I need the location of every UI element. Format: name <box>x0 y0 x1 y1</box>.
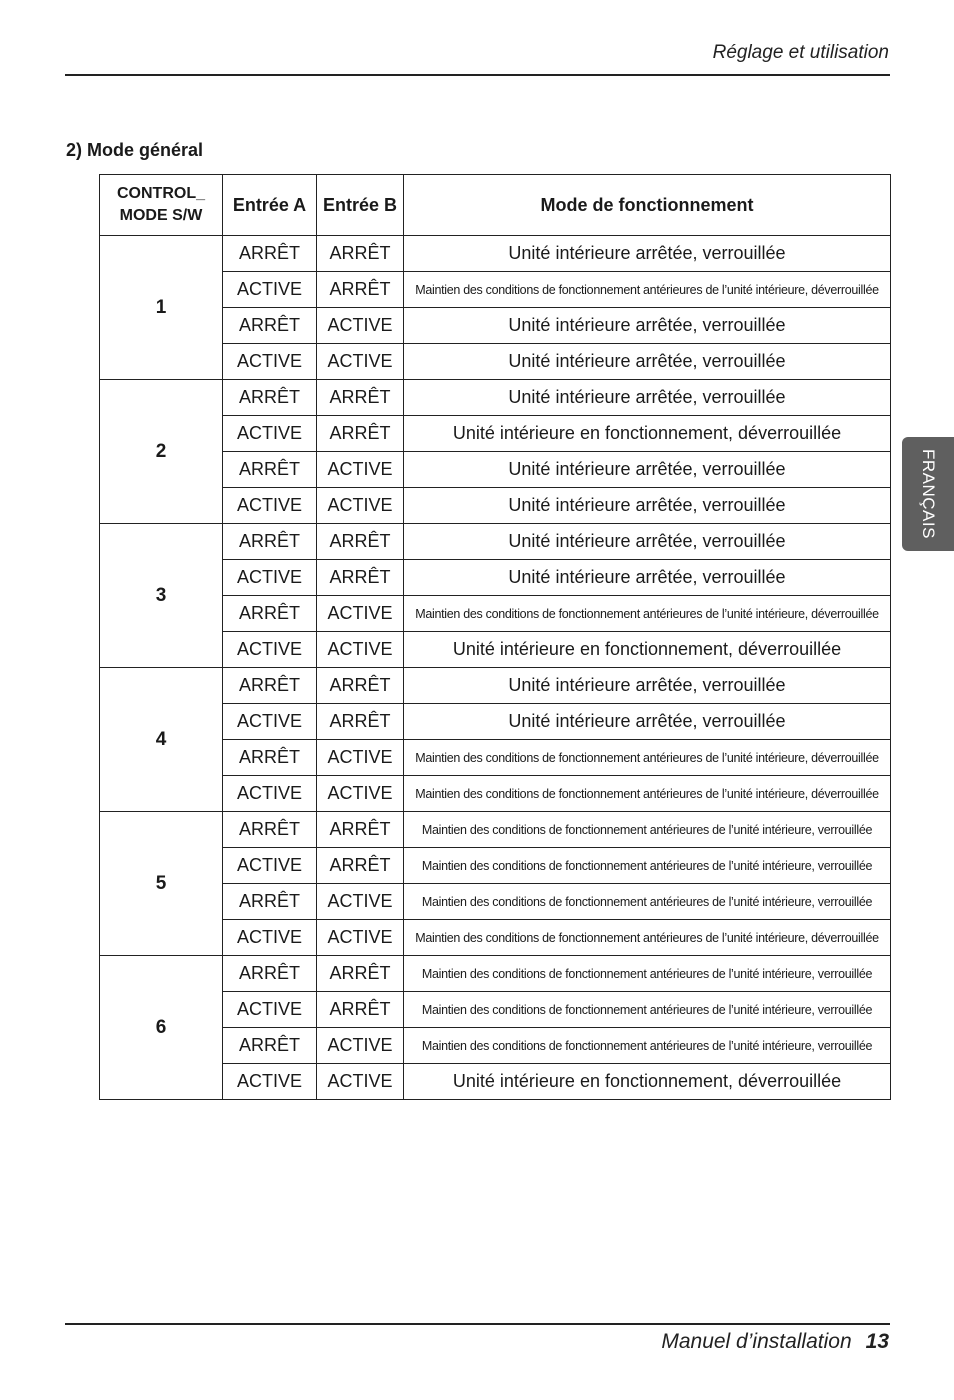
mode-number-cell: 4 <box>100 668 223 812</box>
operation-description-cell: Unité intérieure en fonctionnement, déverrouillée <box>404 1064 891 1100</box>
input-a-cell: ACTIVE <box>223 776 317 812</box>
table-row <box>100 956 891 992</box>
input-b-cell: ARRÊT <box>317 812 404 848</box>
operation-description-cell: Unité intérieure arrêtée, verrouillée <box>404 524 891 560</box>
input-a-cell: ARRÊT <box>223 956 317 992</box>
input-b-cell: ACTIVE <box>317 488 404 524</box>
input-a-cell: ARRÊT <box>223 524 317 560</box>
input-a-cell: ACTIVE <box>223 704 317 740</box>
mode-number-cell: 2 <box>100 380 223 524</box>
input-b-cell: ARRÊT <box>317 704 404 740</box>
input-b-cell: ACTIVE <box>317 1028 404 1064</box>
input-a-cell: ACTIVE <box>223 344 317 380</box>
input-a-cell: ARRÊT <box>223 596 317 632</box>
input-b-cell: ARRÊT <box>317 956 404 992</box>
language-tab <box>902 437 954 551</box>
input-b-cell: ACTIVE <box>317 740 404 776</box>
header-control-line2: MODE S/W <box>119 207 203 224</box>
input-a-cell: ACTIVE <box>223 992 317 1028</box>
input-a-cell: ARRÊT <box>223 812 317 848</box>
input-a-cell: ACTIVE <box>223 1064 317 1100</box>
input-b-cell: ARRÊT <box>317 560 404 596</box>
input-a-cell: ACTIVE <box>223 560 317 596</box>
table-row <box>100 236 891 272</box>
input-b-cell: ARRÊT <box>317 236 404 272</box>
input-b-cell: ACTIVE <box>317 884 404 920</box>
operation-description-cell: Unité intérieure arrêtée, verrouillée <box>404 488 891 524</box>
input-a-cell: ARRÊT <box>223 740 317 776</box>
mode-number-cell: 3 <box>100 524 223 668</box>
operation-description-cell: Unité intérieure arrêtée, verrouillée <box>404 704 891 740</box>
input-b-cell: ARRÊT <box>317 524 404 560</box>
footer-rule <box>65 1323 890 1325</box>
table-row <box>100 524 891 560</box>
mode-number-cell: 6 <box>100 956 223 1100</box>
operation-description-cell: Maintien des conditions de fonctionnement antérieures de l’unité intérieure, déverrouillée <box>404 776 891 812</box>
operation-description-cell: Maintien des conditions de fonctionnement antérieures de l’unité intérieure, verrouillée <box>404 812 891 848</box>
input-a-cell: ACTIVE <box>223 632 317 668</box>
input-a-cell: ACTIVE <box>223 272 317 308</box>
table-row <box>100 812 891 848</box>
page-number: 13 <box>865 1330 889 1353</box>
operation-description-cell: Unité intérieure en fonctionnement, déverrouillée <box>404 632 891 668</box>
footer-title: Manuel d’installation <box>661 1330 852 1353</box>
table-header-row <box>100 175 891 236</box>
header-input-b: Entrée B <box>317 175 404 236</box>
input-b-cell: ACTIVE <box>317 1064 404 1100</box>
input-b-cell: ACTIVE <box>317 632 404 668</box>
header-rule <box>65 74 890 76</box>
header-operation-mode: Mode de fonctionnement <box>404 175 891 236</box>
table-row <box>100 668 891 704</box>
header-control-mode <box>100 175 223 236</box>
operation-description-cell: Unité intérieure arrêtée, verrouillée <box>404 668 891 704</box>
operation-description-cell: Maintien des conditions de fonctionnement antérieures de l’unité intérieure, verrouillée <box>404 1028 891 1064</box>
input-a-cell: ARRÊT <box>223 1028 317 1064</box>
operation-description-cell: Maintien des conditions de fonctionnement antérieures de l’unité intérieure, verrouillée <box>404 884 891 920</box>
operation-description-cell: Unité intérieure arrêtée, verrouillée <box>404 344 891 380</box>
input-a-cell: ARRÊT <box>223 380 317 416</box>
input-b-cell: ARRÊT <box>317 380 404 416</box>
operation-description-cell: Unité intérieure arrêtée, verrouillée <box>404 236 891 272</box>
operation-description-cell: Maintien des conditions de fonctionnement antérieures de l’unité intérieure, verrouillée <box>404 992 891 1028</box>
input-b-cell: ACTIVE <box>317 920 404 956</box>
input-b-cell: ARRÊT <box>317 992 404 1028</box>
mode-number-cell: 5 <box>100 812 223 956</box>
operation-description-cell: Unité intérieure arrêtée, verrouillée <box>404 452 891 488</box>
mode-table <box>99 174 891 1100</box>
operation-description-cell: Unité intérieure arrêtée, verrouillée <box>404 308 891 344</box>
input-b-cell: ARRÊT <box>317 272 404 308</box>
input-b-cell: ACTIVE <box>317 596 404 632</box>
mode-number-cell: 1 <box>100 236 223 380</box>
footer <box>661 1330 889 1354</box>
input-b-cell: ARRÊT <box>317 416 404 452</box>
input-a-cell: ARRÊT <box>223 236 317 272</box>
table-row <box>100 380 891 416</box>
header-input-a: Entrée A <box>223 175 317 236</box>
input-a-cell: ARRÊT <box>223 884 317 920</box>
operation-description-cell: Maintien des conditions de fonctionnement antérieures de l’unité intérieure, verrouillée <box>404 848 891 884</box>
operation-description-cell: Unité intérieure arrêtée, verrouillée <box>404 380 891 416</box>
operation-description-cell: Unité intérieure en fonctionnement, déverrouillée <box>404 416 891 452</box>
input-a-cell: ACTIVE <box>223 488 317 524</box>
header-control-line1: CONTROL_ <box>117 185 205 202</box>
running-header: Réglage et utilisation <box>712 42 889 63</box>
operation-description-cell: Unité intérieure arrêtée, verrouillée <box>404 560 891 596</box>
operation-description-cell: Maintien des conditions de fonctionnement antérieures de l’unité intérieure, déverrouillée <box>404 920 891 956</box>
operation-description-cell: Maintien des conditions de fonctionnement antérieures de l’unité intérieure, verrouillée <box>404 956 891 992</box>
input-b-cell: ACTIVE <box>317 308 404 344</box>
table-body <box>100 236 891 1100</box>
operation-description-cell: Maintien des conditions de fonctionnement antérieures de l’unité intérieure, déverrouillée <box>404 740 891 776</box>
input-a-cell: ARRÊT <box>223 668 317 704</box>
input-b-cell: ARRÊT <box>317 668 404 704</box>
operation-description-cell: Maintien des conditions de fonctionnement antérieures de l’unité intérieure, déverrouillée <box>404 596 891 632</box>
input-a-cell: ACTIVE <box>223 848 317 884</box>
operation-description-cell: Maintien des conditions de fonctionnement antérieures de l’unité intérieure, déverrouillée <box>404 272 891 308</box>
input-b-cell: ACTIVE <box>317 344 404 380</box>
input-a-cell: ARRÊT <box>223 452 317 488</box>
input-a-cell: ACTIVE <box>223 920 317 956</box>
input-a-cell: ACTIVE <box>223 416 317 452</box>
language-tab-label: FRANÇAIS <box>919 449 938 539</box>
input-b-cell: ACTIVE <box>317 776 404 812</box>
input-b-cell: ARRÊT <box>317 848 404 884</box>
input-b-cell: ACTIVE <box>317 452 404 488</box>
input-a-cell: ARRÊT <box>223 308 317 344</box>
section-title: 2) Mode général <box>66 140 204 160</box>
